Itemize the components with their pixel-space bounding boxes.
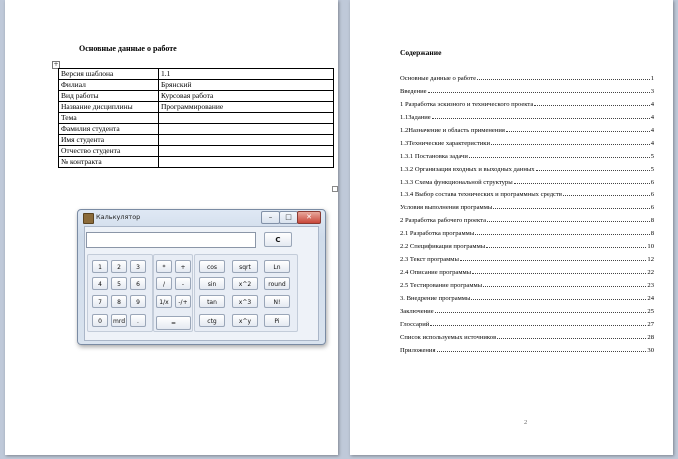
toc-dot-leader [475, 226, 649, 235]
toc-entry-page: 6 [650, 178, 654, 186]
toc-entry-page: 4 [650, 139, 654, 147]
table-row [59, 80, 334, 91]
toc-entry-page: 4 [650, 100, 654, 108]
info-value-cell[interactable] [159, 124, 334, 135]
function-key[interactable]: N! [264, 295, 290, 308]
equals-key[interactable]: = [156, 316, 191, 330]
toc-entry-text: 2.4 Описание программы [400, 269, 472, 277]
toc-dot-leader [437, 343, 647, 352]
toc-entry[interactable] [400, 291, 654, 304]
toc-entry[interactable] [400, 187, 654, 200]
toc-entry-page: 3 [650, 87, 654, 95]
toc-entry[interactable] [400, 200, 654, 213]
toc-entry-text: 1.3.1 Постановка задачи [400, 152, 468, 160]
info-value-cell[interactable] [159, 146, 334, 157]
toc-entry-page: 10 [647, 243, 654, 251]
toc-entry-text: 1.3.3 Схема функциональной структуры [400, 178, 513, 186]
toc-entry[interactable] [400, 239, 654, 252]
maximize-button[interactable]: □ [279, 211, 298, 224]
toc-entry-text: 1.2Назначение и область применения [400, 126, 505, 134]
toc-entry[interactable] [400, 226, 654, 239]
toc-entry-page: 5 [650, 152, 654, 160]
calculator-window[interactable] [77, 209, 326, 345]
toc-entry-page: 1 [650, 75, 654, 82]
toc-entry-text: Глоссарий [400, 320, 430, 328]
toc-entry[interactable] [400, 304, 654, 317]
toc-dot-leader [460, 252, 646, 261]
toc-entry-text: 2 Разработка рабочего проекта [400, 217, 487, 225]
toc-dot-leader [472, 265, 646, 274]
toc-entry[interactable] [400, 136, 654, 149]
info-label-cell[interactable]: Версия шаблона [59, 69, 159, 80]
toc-dot-leader [506, 123, 650, 132]
toc-dot-leader [432, 110, 650, 119]
info-label-cell[interactable]: Тема [59, 113, 159, 124]
toc-entry-text: 1.3Технические характеристики [400, 139, 491, 147]
clear-button[interactable]: C [264, 232, 292, 247]
toc-entry[interactable] [400, 84, 654, 97]
info-label-cell[interactable]: Отчество студента [59, 146, 159, 157]
toc-entry-page: 12 [647, 256, 654, 264]
function-key[interactable]: Ln [264, 260, 290, 273]
table-row [59, 102, 334, 113]
toc-dot-leader [497, 330, 646, 339]
toc-entry-page: 6 [650, 204, 654, 212]
toc-entry[interactable] [400, 343, 654, 356]
table-row [59, 124, 334, 135]
toc-dot-leader [536, 162, 650, 171]
toc-entry-text: 1.1Задание [400, 113, 431, 121]
page-title: Основные данные о работе [79, 44, 177, 53]
info-value-cell[interactable]: 1.1 [159, 69, 334, 80]
info-label-cell[interactable]: Вид работы [59, 91, 159, 102]
toc-entry-text: 2.5 Тестирование программы [400, 282, 483, 289]
digit-key[interactable]: mrd [111, 314, 127, 327]
digit-key[interactable]: 3 [130, 260, 146, 273]
toc-entry-text: Основные данные о работе [400, 75, 477, 82]
table-row [59, 135, 334, 146]
work-info-table [58, 68, 334, 168]
function-key[interactable]: x^2 [232, 277, 258, 290]
function-key[interactable]: ctg [199, 314, 225, 327]
toc-entry[interactable] [400, 97, 654, 110]
toc-dot-leader [563, 187, 650, 196]
calculator-display[interactable] [86, 232, 256, 248]
toc-entry[interactable] [400, 175, 654, 188]
close-button[interactable]: ✕ [297, 211, 321, 224]
toc-dot-leader [428, 84, 650, 93]
info-label-cell[interactable]: Филиал [59, 80, 159, 91]
table-row [59, 113, 334, 124]
toc-entry-text: 2.2 Спецификация программы [400, 243, 486, 251]
table-row [59, 69, 334, 80]
toc-dot-leader [493, 200, 649, 209]
table-of-contents [400, 71, 654, 356]
toc-entry-page: 25 [647, 307, 654, 315]
toc-title: Содержание [400, 48, 442, 57]
toc-entry-page: 24 [647, 294, 654, 302]
toc-entry[interactable] [400, 265, 654, 278]
toc-dot-leader [483, 278, 646, 287]
toc-entry-text: Условия выполнения программы [400, 204, 493, 212]
toc-entry[interactable] [400, 162, 654, 175]
toc-dot-leader [477, 71, 650, 80]
digit-key[interactable]: 0 [92, 314, 108, 327]
toc-dot-leader [534, 97, 649, 106]
toc-entry-text: 2.3 Текст программы [400, 256, 459, 264]
toc-entry-page: 27 [647, 320, 654, 328]
page-number: 2 [524, 419, 528, 426]
toc-dot-leader [514, 175, 650, 184]
digit-key[interactable]: 9 [130, 295, 146, 308]
toc-dot-leader [469, 149, 650, 158]
info-label-cell[interactable]: № контракта [59, 157, 159, 168]
info-label-cell[interactable]: Название дисциплины [59, 102, 159, 113]
toc-entry-text: 2.1 Разработка программы [400, 230, 475, 238]
function-key[interactable]: round [264, 277, 290, 290]
toc-entry[interactable] [400, 252, 654, 265]
toc-entry-page: 8 [650, 230, 654, 238]
digit-key[interactable]: . [130, 314, 146, 327]
function-key[interactable]: sqrt [232, 260, 258, 273]
table-row [59, 146, 334, 157]
info-value-cell[interactable]: Брянский [159, 80, 334, 91]
operator-key[interactable]: -/+ [175, 295, 191, 308]
info-value-cell[interactable]: Программирование [159, 102, 334, 113]
document-page-1 [5, 0, 338, 455]
toc-entry[interactable] [400, 110, 654, 123]
operator-key[interactable]: + [175, 260, 191, 273]
toc-dot-leader [491, 136, 650, 145]
operator-key[interactable]: 1/x [156, 295, 172, 308]
toc-dot-leader [486, 239, 646, 248]
info-value-cell[interactable]: Курсовая работа [159, 91, 334, 102]
minimize-button[interactable]: – [261, 211, 280, 224]
digit-key[interactable]: 6 [130, 277, 146, 290]
table-row [59, 91, 334, 102]
toc-entry-page: 23 [647, 282, 654, 289]
digit-key[interactable]: 8 [111, 295, 127, 308]
toc-entry-text: 1 Разработка эскизного и технического проекта [400, 100, 534, 108]
info-value-cell[interactable] [159, 157, 334, 168]
toc-entry-page: 5 [650, 165, 654, 173]
info-label-cell[interactable]: Фамилия студента [59, 124, 159, 135]
toc-entry-text: Список используемых источников [400, 333, 497, 341]
toc-dot-leader [471, 291, 646, 300]
digit-key[interactable]: 1 [92, 260, 108, 273]
document-page-2 [350, 0, 673, 455]
toc-entry[interactable] [400, 71, 654, 84]
function-key[interactable]: cos [199, 260, 225, 273]
toc-entry[interactable] [400, 317, 654, 330]
info-value-cell[interactable] [159, 113, 334, 124]
toc-entry-text: Заключение [400, 307, 434, 315]
toc-entry-page: 4 [650, 126, 654, 134]
operator-key[interactable]: * [156, 260, 172, 273]
table-resize-handle[interactable] [332, 186, 338, 192]
function-key[interactable]: x^y [232, 314, 258, 327]
digit-key[interactable]: 7 [92, 295, 108, 308]
toc-entry-text: Введение [400, 87, 427, 95]
calculator-titlebar[interactable] [78, 210, 325, 226]
digit-key[interactable]: 5 [111, 277, 127, 290]
toc-entry-page: 6 [650, 191, 654, 199]
calculator-app-icon [83, 213, 94, 224]
toc-dot-leader [487, 213, 650, 222]
toc-entry-page: 4 [650, 113, 654, 121]
table-move-handle-icon[interactable]: + [53, 61, 59, 68]
digit-key[interactable]: 2 [111, 260, 127, 273]
toc-entry[interactable] [400, 278, 654, 291]
toc-entry-text: 1.3.4 Выбор состава технических и программных средств [400, 191, 562, 199]
toc-entry-text: 3. Внедрение программы [400, 294, 471, 302]
function-key[interactable]: Pi [264, 314, 290, 327]
digit-key[interactable]: 4 [92, 277, 108, 290]
toc-entry-page: 28 [647, 333, 654, 341]
toc-entry[interactable] [400, 330, 654, 343]
toc-entry-text: 1.3.2 Организация входных и выходных данных [400, 165, 535, 173]
operator-key[interactable]: / [156, 277, 172, 290]
toc-entry[interactable] [400, 213, 654, 226]
function-key[interactable]: sin [199, 277, 225, 290]
function-key[interactable]: tan [199, 295, 225, 308]
calculator-title: Калькулятор [96, 213, 141, 221]
toc-entry-page: 8 [650, 217, 654, 225]
info-value-cell[interactable] [159, 135, 334, 146]
table-row [59, 157, 334, 168]
toc-entry-page: 22 [647, 269, 654, 277]
toc-entry[interactable] [400, 123, 654, 136]
function-key[interactable]: x^3 [232, 295, 258, 308]
toc-entry-text: Приложения [400, 346, 436, 354]
toc-entry-page: 30 [647, 346, 654, 354]
info-label-cell[interactable]: Имя студента [59, 135, 159, 146]
operator-key[interactable]: - [175, 277, 191, 290]
toc-entry[interactable] [400, 149, 654, 162]
toc-dot-leader [430, 317, 646, 326]
toc-dot-leader [435, 304, 647, 313]
